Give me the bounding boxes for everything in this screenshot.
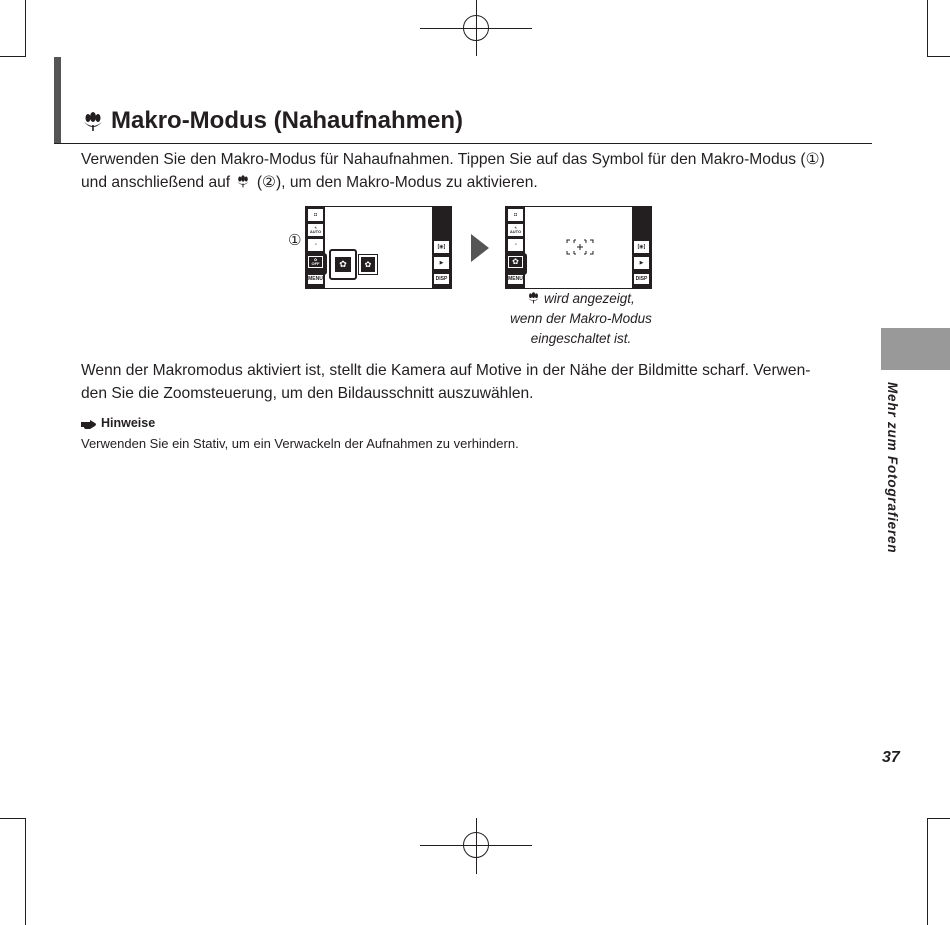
macro-off-highlight	[306, 253, 327, 275]
focus-frame-icon	[564, 238, 596, 256]
intro-line-2a: und anschließend auf	[81, 174, 231, 191]
camera-icon: ◘	[308, 209, 323, 221]
chapter-label: Mehr zum Fotografieren	[885, 382, 900, 554]
page-title-text: Makro-Modus (Nahaufnahmen)	[111, 107, 464, 134]
crop-mark	[927, 818, 928, 925]
crop-mark	[0, 818, 25, 819]
crop-mark	[0, 56, 25, 57]
menu-button: MENU	[508, 274, 523, 284]
caption-line-1: wird angezeigt,	[543, 291, 635, 306]
body-line-1: Wenn der Makromodus aktiviert ist, stellt die Kamera auf Motive in der Nähe der Bildmitte scharf. Verwen-	[81, 362, 811, 379]
page-title	[82, 107, 463, 135]
camera-screen-before	[305, 206, 452, 289]
section-rule	[54, 143, 872, 144]
page-number: 37	[882, 749, 900, 766]
caption-line-3: eingeschaltet ist.	[530, 331, 632, 346]
auto-label: AUTO	[309, 229, 322, 234]
intro-line-1: Verwenden Sie den Makro-Modus für Nahaufnahmen. Tippen Sie auf das Symbol für den Makro-Modus (①)	[81, 151, 825, 168]
section-bar	[54, 57, 61, 143]
crop-mark	[927, 56, 950, 57]
caption-line-2: wenn der Makro-Modus	[510, 311, 652, 326]
registration-circle	[463, 15, 489, 41]
macro-off-option[interactable]: ✿	[359, 255, 377, 274]
disp-button: DISP	[435, 276, 448, 282]
registration-circle	[463, 832, 489, 858]
chapter-tab	[881, 328, 950, 370]
auto-label: AUTO	[509, 229, 522, 234]
notes-heading-text: Hinweise	[101, 416, 156, 430]
flash-glyph: ϟ	[514, 225, 517, 230]
macro-on-icon: ✿	[508, 256, 523, 268]
self-timer-icon: ◔	[508, 239, 523, 251]
face-detect-icon: [◉]	[634, 241, 649, 253]
macro-highlight	[506, 253, 527, 275]
crop-mark	[927, 0, 928, 57]
crop-mark	[25, 0, 26, 57]
playback-icon: ▶	[634, 257, 649, 269]
playback-icon: ▶	[434, 257, 449, 269]
macro-on-option[interactable]	[329, 249, 357, 280]
off-label: OFF	[311, 261, 320, 266]
macro-glyph: ✿	[313, 257, 318, 262]
face-detect-icon: [◉]	[434, 241, 449, 253]
notes-text: Verwenden Sie ein Stativ, um ein Verwackeln der Aufnahmen zu verhindern.	[81, 436, 519, 451]
intro-line-2b: (②), um den Makro-Modus zu aktivieren.	[256, 174, 538, 191]
macro-flower-icon	[527, 291, 540, 304]
crop-mark	[927, 818, 950, 819]
figure-caption	[500, 289, 662, 349]
flash-auto-icon	[308, 224, 323, 236]
self-timer-icon: ◔	[308, 239, 323, 251]
arrow-right-icon	[471, 234, 489, 262]
pointing-hand-icon	[81, 418, 97, 429]
menu-button: MENU	[308, 274, 323, 284]
macro-flower-icon	[82, 110, 104, 132]
body-paragraph	[81, 359, 881, 405]
body-line-2: den Sie die Zoomsteuerung, um den Bildausschnitt auszuwählen.	[81, 385, 534, 402]
intro-paragraph	[81, 148, 881, 194]
camera-icon: ◘	[508, 209, 523, 221]
flash-glyph: ϟ	[314, 225, 317, 230]
notes-heading	[81, 416, 155, 430]
flash-auto-icon	[508, 224, 523, 236]
callout-1: ①	[288, 232, 302, 249]
crop-mark	[25, 818, 26, 925]
disp-button: DISP	[635, 276, 648, 282]
macro-on-icon: ✿	[335, 257, 351, 272]
macro-flower-icon	[236, 174, 250, 188]
camera-screen-after	[505, 206, 652, 289]
